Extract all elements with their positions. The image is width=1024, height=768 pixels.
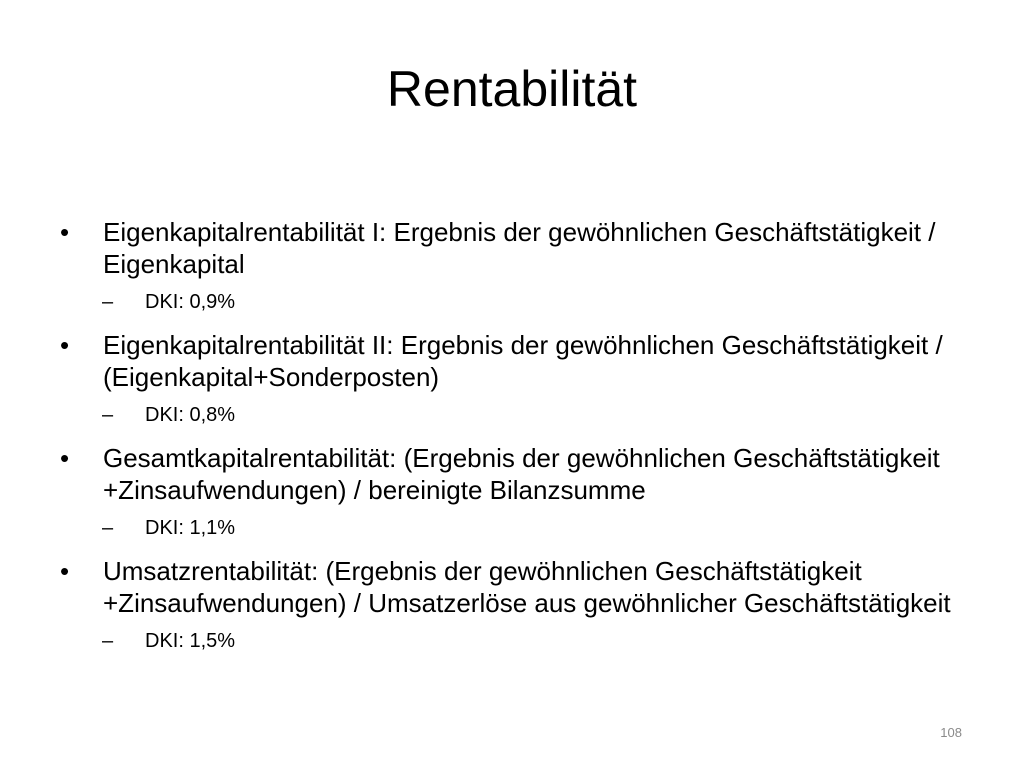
bullet-item-eigenkapitalrentabilitaet-1 <box>60 216 960 280</box>
sub-marker: – <box>102 404 114 426</box>
sub-text: DKI: 1,5% <box>145 630 236 652</box>
bullet-marker: • <box>60 330 70 360</box>
slide-title: Rentabilität <box>386 61 638 117</box>
sub-item-dki-value <box>60 515 960 541</box>
sub-marker: – <box>102 630 114 652</box>
sub-item-dki-value <box>60 628 960 654</box>
bullet-marker: • <box>60 443 70 473</box>
bullet-text: Gesamtkapitalrentabilität: (Ergebnis der gewöhnlichen Geschäftstätigkeit +Zinsaufwendungen) / bereinigte Bilanzsumme <box>103 443 940 505</box>
bullet-marker: • <box>60 217 70 247</box>
bullet-marker: • <box>60 556 70 586</box>
sub-item-dki-value <box>60 402 960 428</box>
page-number: 108 <box>940 725 962 740</box>
sub-text: DKI: 0,9% <box>145 291 236 313</box>
sub-text: DKI: 1,1% <box>145 517 236 539</box>
sub-marker: – <box>102 517 114 539</box>
bullet-item-gesamtkapitalrentabilitaet <box>60 442 960 506</box>
sub-item-dki-value <box>60 289 960 315</box>
bullet-item-eigenkapitalrentabilitaet-2 <box>60 329 960 393</box>
bullet-text: Umsatzrentabilität: (Ergebnis der gewöhnlichen Geschäftstätigkeit +Zinsaufwendungen) / Umsatzerlöse aus gewöhnlicher Geschäftstätigkeit <box>103 556 951 618</box>
sub-marker: – <box>102 291 114 313</box>
bullet-list <box>60 216 960 654</box>
bullet-text: Eigenkapitalrentabilität I: Ergebnis der gewöhnlichen Geschäftstätigkeit / Eigenkapital <box>103 217 936 279</box>
bullet-text: Eigenkapitalrentabilität II: Ergebnis der gewöhnlichen Geschäftstätigkeit / (Eigenkapital+Sonderposten) <box>103 330 943 392</box>
bullet-item-umsatzrentabilitaet <box>60 555 960 619</box>
sub-text: DKI: 0,8% <box>145 404 236 426</box>
